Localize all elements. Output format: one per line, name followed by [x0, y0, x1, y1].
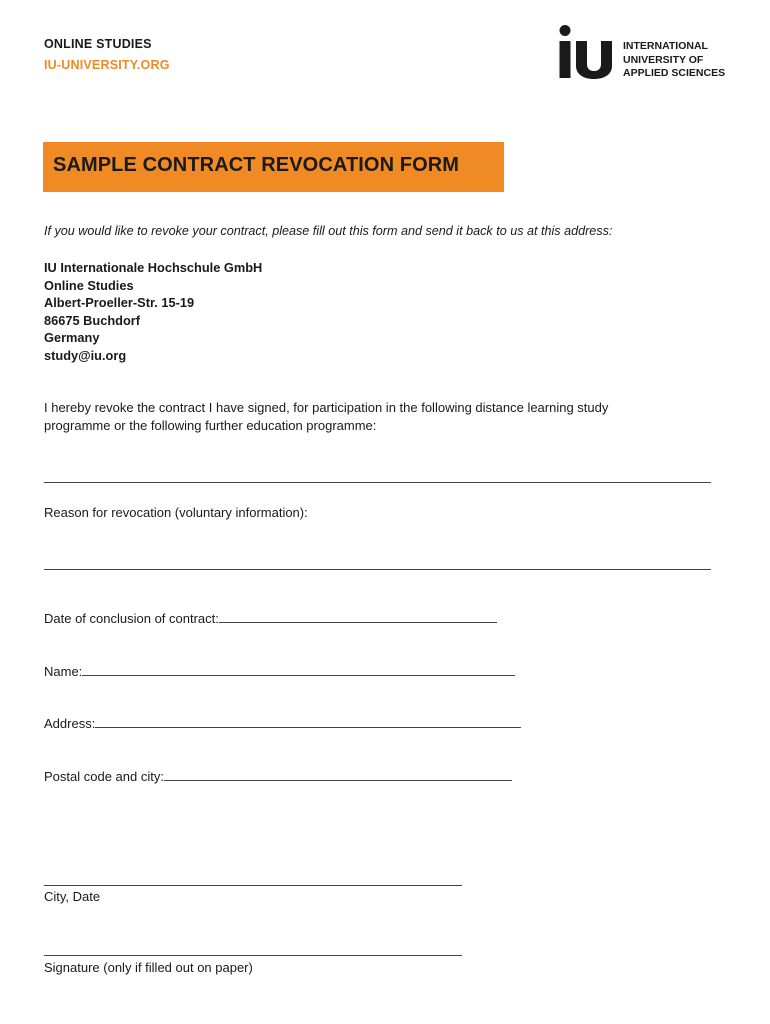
postal-row — [44, 766, 512, 784]
logo-line: APPLIED SCIENCES — [623, 67, 726, 79]
form-title: SAMPLE CONTRACT REVOCATION FORM — [53, 154, 460, 176]
reason-field[interactable] — [44, 569, 711, 570]
address-row — [44, 713, 521, 731]
postal-address — [44, 259, 262, 365]
name-field[interactable] — [82, 675, 515, 676]
address-field[interactable] — [95, 727, 521, 728]
header-website: IU-UNIVERSITY.ORG — [44, 58, 170, 72]
title-banner — [43, 142, 504, 192]
city-date-field[interactable] — [44, 885, 462, 886]
address-label: Address: — [44, 716, 96, 731]
intro-text: If you would like to revoke your contract, please fill out this form and send it back to us at this address: — [44, 224, 613, 238]
address-line: Germany — [44, 330, 100, 346]
signature-label: Signature (only if filled out on paper) — [44, 960, 253, 975]
postal-field[interactable] — [164, 780, 512, 781]
signature-field[interactable] — [44, 955, 462, 956]
statement-line: I hereby revoke the contract I have signed, for participation in the following distance learning study — [44, 400, 609, 415]
statement-line: programme or the following further education programme: — [44, 417, 377, 433]
name-row — [44, 661, 515, 679]
city-date-label: City, Date — [44, 889, 101, 904]
address-email: study@iu.org — [44, 347, 127, 363]
programme-field[interactable] — [44, 482, 711, 483]
address-line: IU Internationale Hochschule GmbH — [44, 260, 263, 275]
reason-label: Reason for revocation (voluntary information): — [44, 505, 308, 520]
logo-line: UNIVERSITY OF — [623, 53, 704, 66]
revocation-statement — [44, 399, 724, 434]
date-label: Date of conclusion of contract: — [44, 611, 219, 626]
address-line: 86675 Buchdorf — [44, 312, 141, 328]
postal-label: Postal code and city: — [44, 769, 164, 784]
date-row — [44, 608, 497, 626]
address-line: Albert-Proeller-Str. 15-19 — [44, 295, 195, 311]
header-online-studies: ONLINE STUDIES — [44, 37, 152, 51]
date-field[interactable] — [219, 622, 497, 623]
name-label: Name: — [44, 664, 83, 679]
logo-wordmark — [623, 40, 725, 81]
address-line: Online Studies — [44, 277, 134, 293]
logo-line: INTERNATIONAL — [623, 40, 708, 52]
